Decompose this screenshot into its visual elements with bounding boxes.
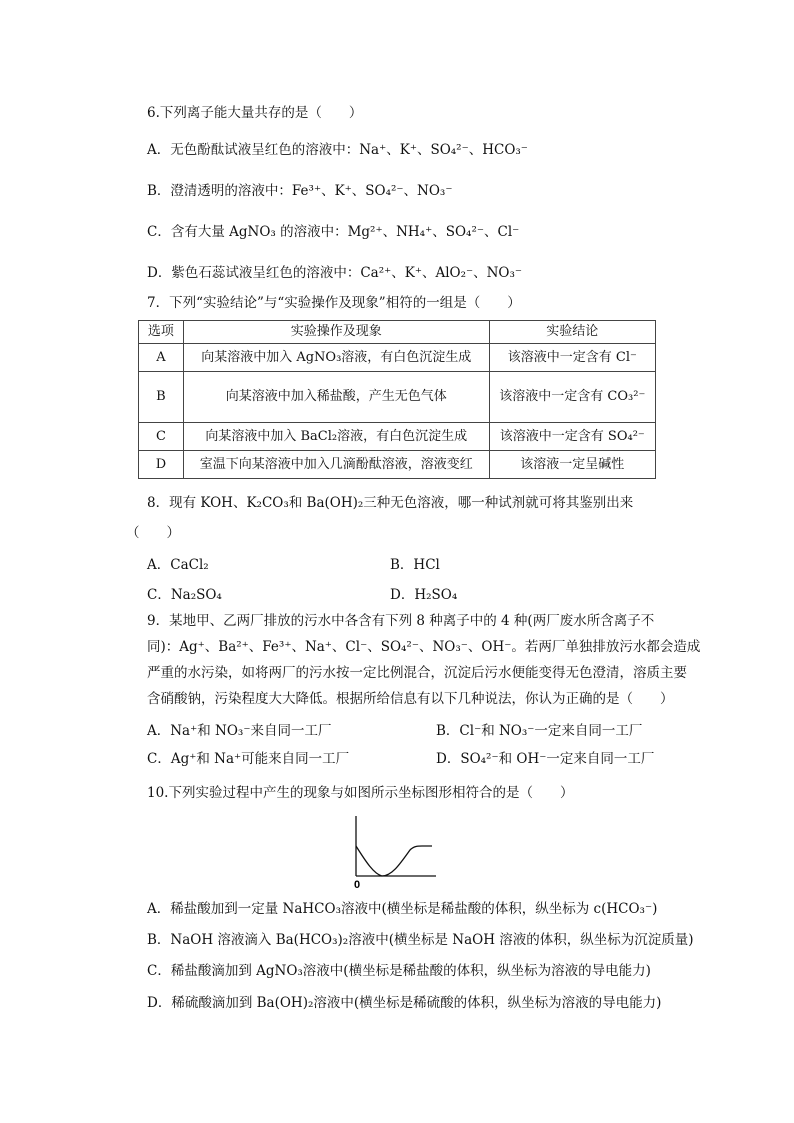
table-cell: 室温下向某溶液中加入几滴酚酞溶液，溶液变红 — [183, 451, 489, 479]
q10-option-b: B．NaOH 溶液滴入 Ba(HCO₃)₂溶液中(横坐标是 NaOH 溶液的体积，纵坐标为沉淀质量) — [147, 932, 694, 948]
table-header-cell: 实验结论 — [489, 321, 655, 344]
table-header-row — [139, 321, 656, 344]
table-cell: 向某溶液中加入 AgNO₃溶液，有白色沉淀生成 — [183, 344, 489, 372]
q9-line-3: 严重的水污染，如将两厂的污水按一定比例混合，沉淀后污水便能变得无色澄清，溶质主要 — [147, 665, 687, 681]
q10-graph — [348, 812, 438, 892]
q9-line-1: 9．某地甲、乙两厂排放的污水中各含有下列 8 种离子中的 4 种(两厂废水所含离子不 — [147, 613, 655, 629]
graph-curve — [356, 846, 432, 876]
q10-option-c: C．稀盐酸滴加到 AgNO₃溶液中(横坐标是稀盐酸的体积，纵坐标为溶液的导电能力) — [147, 963, 651, 979]
graph-origin-label: 0 — [354, 879, 361, 891]
q6-option-a: A．无色酚酞试液呈红色的溶液中：Na⁺、K⁺、SO₄²⁻、HCO₃⁻ — [147, 142, 528, 158]
q9-option-a: A．Na⁺和 NO₃⁻来自同一工厂 — [147, 723, 332, 739]
q6-option-d: D．紫色石蕊试液呈红色的溶液中：Ca²⁺、K⁺、AlO₂⁻、NO₃⁻ — [147, 265, 523, 281]
table-row — [139, 423, 656, 451]
q7-table — [138, 320, 656, 479]
q6-stem: 6.下列离子能大量共存的是（ ） — [147, 105, 363, 121]
table-row — [139, 451, 656, 479]
q10-option-d: D．稀硫酸滴加到 Ba(OH)₂溶液中(横坐标是稀硫酸的体积，纵坐标为溶液的导电能力) — [147, 995, 662, 1011]
q10-stem: 10.下列实验过程中产生的现象与如图所示坐标图形相符合的是（ ） — [147, 785, 574, 801]
q8-option-d: D．H₂SO₄ — [390, 587, 458, 603]
table-cell: 向某溶液中加入 BaCl₂溶液，有白色沉淀生成 — [183, 423, 489, 451]
q6-option-b: B．澄清透明的溶液中：Fe³⁺、K⁺、SO₄²⁻、NO₃⁻ — [147, 183, 453, 199]
q6-option-c: C．含有大量 AgNO₃ 的溶液中：Mg²⁺、NH₄⁺、SO₄²⁻、Cl⁻ — [147, 224, 520, 240]
table-cell: B — [139, 372, 184, 423]
q8-option-a: A．CaCl₂ — [147, 557, 209, 573]
q10-option-a: A．稀盐酸加到一定量 NaHCO₃溶液中(横坐标是稀盐酸的体积，纵坐标为 c(HCO₃⁻) — [147, 901, 658, 917]
table-cell: 该溶液中一定含有 SO₄²⁻ — [489, 423, 655, 451]
table-cell: D — [139, 451, 184, 479]
q8-stem-cont: （ ） — [126, 525, 180, 541]
q9-line-2: 同)：Ag⁺、Ba²⁺、Fe³⁺、Na⁺、Cl⁻、SO₄²⁻、NO₃⁻、OH⁻。若两厂单独排放污水都会造成 — [147, 639, 701, 655]
table-cell: A — [139, 344, 184, 372]
table-cell: 该溶液一定呈碱性 — [489, 451, 655, 479]
table-header-cell: 选项 — [139, 321, 184, 344]
q9-option-d: D．SO₄²⁻和 OH⁻一定来自同一工厂 — [436, 751, 655, 767]
table-row — [139, 372, 656, 423]
table-row — [139, 344, 656, 372]
q7-stem: 7．下列“实验结论”与“实验操作及现象”相符的一组是（ ） — [147, 295, 521, 311]
table-cell: 该溶液中一定含有 Cl⁻ — [489, 344, 655, 372]
q8-option-b: B．HCl — [390, 557, 440, 573]
q8-option-c: C．Na₂SO₄ — [147, 587, 222, 603]
q9-option-b: B．Cl⁻和 NO₃⁻一定来自同一工厂 — [436, 723, 643, 739]
q8-stem: 8．现有 KOH、K₂CO₃和 Ba(OH)₂三种无色溶液，哪一种试剂就可将其鉴别出来 — [147, 495, 634, 511]
table-cell: C — [139, 423, 184, 451]
table-cell: 向某溶液中加入稀盐酸，产生无色气体 — [183, 372, 489, 423]
table-cell: 该溶液中一定含有 CO₃²⁻ — [489, 372, 655, 423]
q9-option-c: C．Ag⁺和 Na⁺可能来自同一工厂 — [147, 751, 350, 767]
q9-line-4: 含硝酸钠，污染程度大大降低。根据所给信息有以下几种说法，你认为正确的是（ ） — [147, 691, 674, 707]
table-header-cell: 实验操作及现象 — [183, 321, 489, 344]
